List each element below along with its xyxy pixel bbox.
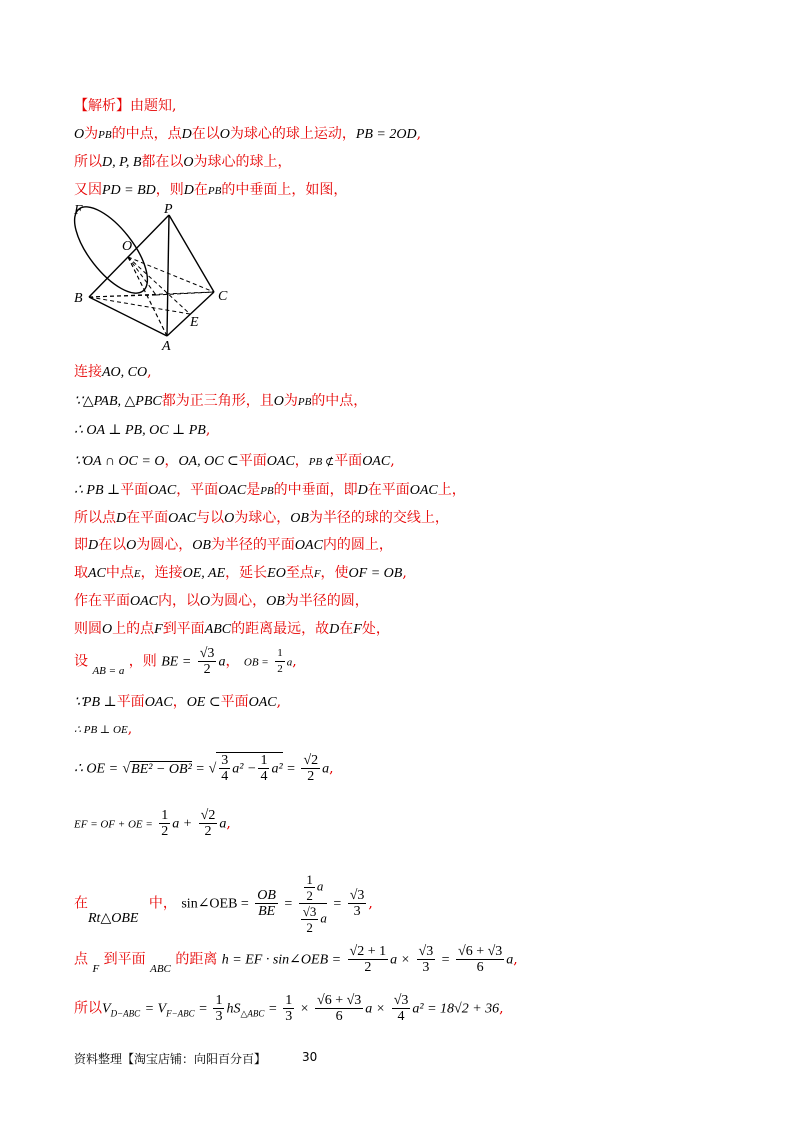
fraction: $\frac{1}{3}$ [215,993,223,1024]
solution-header: 【解析】由题知, [74,98,177,114]
text-line-9: 所以点D在平面OAC与以O为球心，OB为半径的球的交线上， [74,510,449,526]
text-line-7: ∵OA ∩ OC = O，OA, OC ⊂平面OAC，PB ⊄平面OAC, [74,453,395,469]
fraction: $\frac{√2}{2}$ [200,808,216,839]
text-line-4: 连接AO, CO, [74,364,152,380]
text-line-14: 设 $_{AB = a}$ ，则 BE = $\frac{√3}{2}$ a， OB = $\frac{1}{2}$ a, [74,646,297,677]
label-B: B [74,291,83,306]
label-C: C [218,289,228,304]
fraction: $\frac{√3}{2}$ [302,904,317,935]
text-line-3: 又因PD = BD，则D在PB的中垂面上，如图， [74,182,348,198]
fraction: $\frac{√6 + √3}{6}$ [458,944,503,975]
text-line-6: ∴ OA ⊥ PB, OC ⊥ PB, [74,422,211,438]
fraction: $\frac{1}{2}$ a $\frac{√3}{2}$ a [299,872,327,935]
text-line-1: O为PB的中点，点D在以O为球心的球上运动，PB = 2OD, [74,126,422,142]
fraction: $\frac{√2 + 1}{2}$ [349,944,387,975]
label-E: E [190,315,199,330]
fraction: $\frac{√3}{4}$ [393,993,409,1024]
text-line-10: 即D在以O为圆心，OB为半径的平面OAC内的圆上， [74,537,393,553]
label-F: F [74,203,83,218]
fraction: $\frac{1}{4}$ [260,753,268,784]
text-line-8: ∴ PB ⊥平面OAC，平面OAC是PB的中垂面，即D在平面OAC上， [74,482,466,498]
fraction: $\frac{√6 + √3}{6}$ [317,993,362,1024]
footer-text: 资料整理【淘宝店铺：向阳百分百】 [74,1052,267,1066]
text-line-21: 所以$V_{D-ABC} = V_{F-ABC}$ = $\frac{1}{3}$ $hS_{\triangle ABC}$ = $\frac{1}{3}$ × $\frac{√6 + √3}{6}$ a × $\frac{√3}{4}$ a² = 18√2 + 36, [74,993,504,1024]
label-A: A [162,339,171,352]
fraction: $\frac{OB}{BE}$ [257,888,276,919]
text-line-20: 点 $_F$ 到平面 $_{ABC}$ 的距离 h = EF · sin∠OEB = $\frac{√2 + 1}{2}$ a × $\frac{√3}{3}$ = $\frac{√6 + √3}{6}$ a, [74,944,518,975]
text-line-15: ∵PB ⊥平面OAC，OE ⊂平面OAC, [74,694,282,710]
fraction: $\frac{√3}{3}$ [349,888,365,919]
text-line-17: ∴ OE = √BE² − OB² = √ $\frac{3}{4}$ a² − $\frac{1}{4}$ a² = $\frac{√2}{2}$ a, [74,753,334,784]
label-O: O [122,239,133,254]
fraction: $\frac{√2}{2}$ [303,753,319,784]
text-rt-triangle: Rt△OBE [88,911,139,926]
fraction: $\frac{1}{2}$ [306,872,313,903]
text-line-5: ∵△PAB, △PBC都为正三角形，且O为PB的中点， [74,393,368,409]
fraction: $\frac{√3}{3}$ [418,944,434,975]
text-line-19: 在 中， sin∠OEB = $\frac{OB}{BE}$ = $\frac{1}{2}$ a $\frac{√3}{2}$ a = $\frac{√3}{3}$ , [74,872,373,935]
page-number: 30 [302,1050,318,1064]
geometry-figure [66,200,246,352]
fraction: $\frac{1}{3}$ [285,993,293,1024]
text-line-18: EF = OF + OE = $\frac{1}{2}$ a + $\frac{√2}{2}$ a, [74,808,231,839]
text-line-12: 作在平面OAC内，以O为圆心，OB为半径的圆， [74,593,369,609]
fraction: $\frac{1}{2}$ [161,808,169,839]
fraction: $\frac{1}{2}$ [277,647,283,675]
fraction: $\frac{√3}{2}$ [199,646,215,677]
text-line-2: 所以D, P, B都在以O为球心的球上， [74,154,292,170]
text-line-11: 取AC中点E，连接OE, AE，延长EO至点F，使OF = OB, [74,565,407,581]
label-P: P [164,202,173,217]
text-line-13: 则圆O上的点F到平面ABC的距离最远，故D在F处， [74,621,390,637]
fraction: $\frac{3}{4}$ [221,753,229,784]
text-line-16: ∴ PB ⊥ OE, [74,721,133,737]
